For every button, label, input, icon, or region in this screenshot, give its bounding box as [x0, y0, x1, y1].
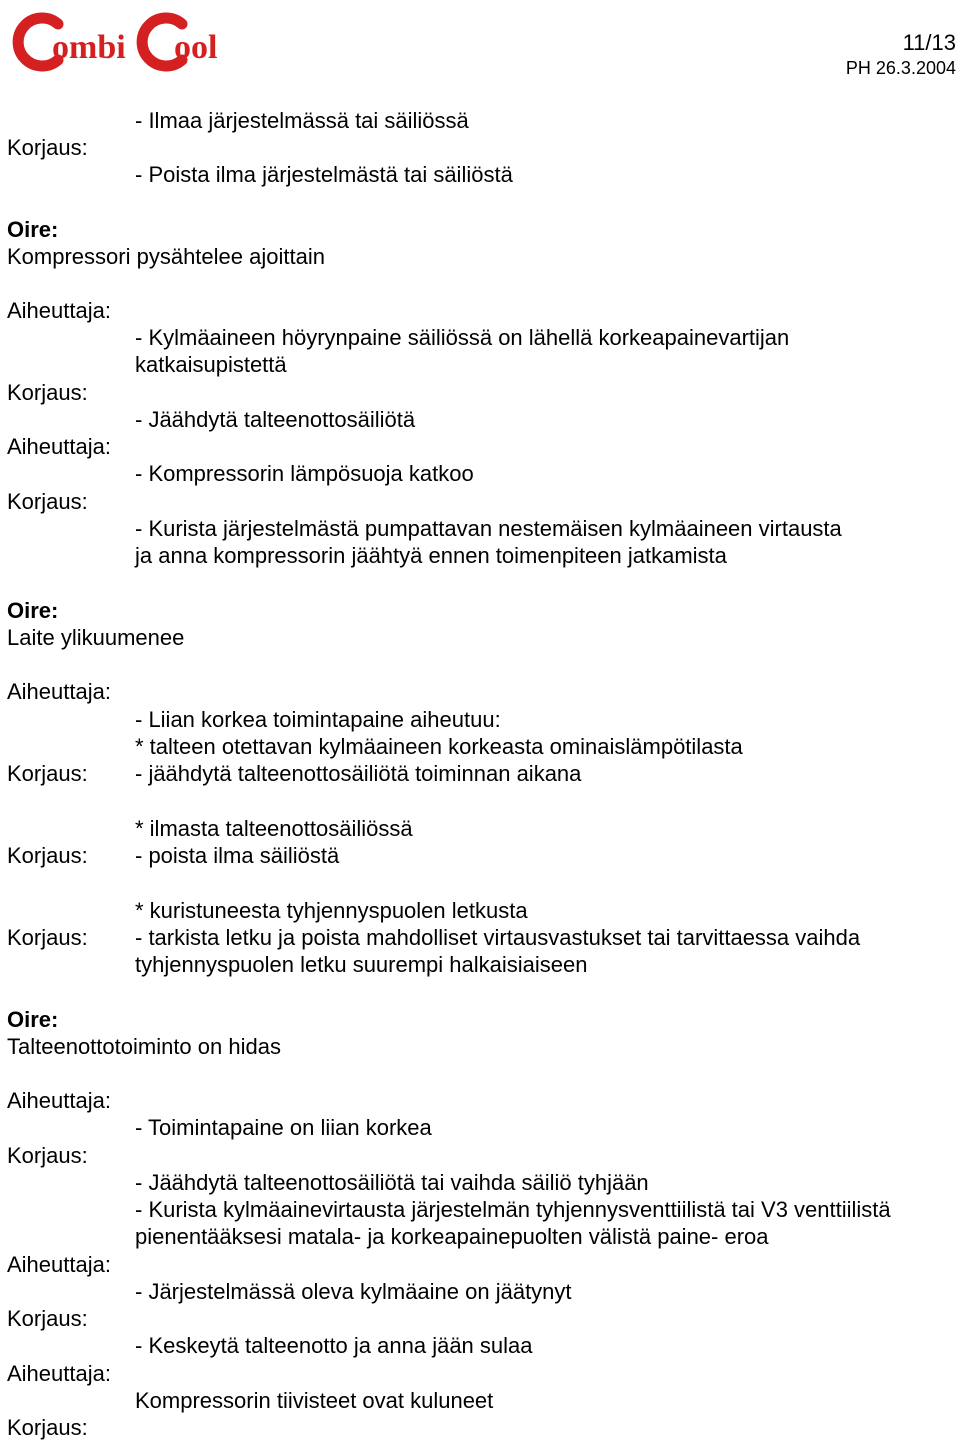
cause-label: Aiheuttaja: — [7, 434, 111, 459]
cause-text: - Kompressorin lämpösuoja katkoo — [135, 461, 474, 486]
fix-text: - Kurista kylmäainevirtausta järjestelmän tyhjennysventtiilistä tai V3 venttiilistä — [135, 1197, 891, 1222]
intro-fix: - Poista ilma järjestelmästä tai säiliöstä — [135, 162, 513, 187]
fix-text: - tarkista letku ja poista mahdolliset virtausvastukset tai tarvittaessa vaihda — [135, 925, 861, 950]
cause-label: Aiheuttaja: — [7, 679, 111, 704]
fix-label: Korjaus: — [7, 925, 88, 950]
cause-text: * ilmasta talteenottosäiliössä — [135, 816, 413, 841]
fault-title: Talteenottotoiminto on hidas — [7, 1034, 281, 1059]
fix-label: Korjaus: — [7, 489, 88, 514]
fix-label: Korjaus: — [7, 843, 88, 868]
fault-label: Oire: — [7, 217, 59, 242]
fix-text: - Jäähdytä talteenottosäiliötä — [135, 407, 416, 432]
fix-text: - Keskeytä talteenotto ja anna jään sulaa — [135, 1333, 533, 1358]
fault-title: Kompressori pysähtelee ajoittain — [7, 244, 325, 269]
cause-text: - Toimintapaine on liian korkea — [135, 1115, 432, 1140]
page-number: 11/13 — [902, 30, 956, 55]
cause-text: * talteen otettavan kylmäaineen korkeasta ominaislämpötilasta — [135, 734, 743, 759]
fix-text: pienentääksesi matala- ja korkeapainepuolten välistä paine- eroa — [135, 1224, 769, 1249]
fault-title: Laite ylikuumenee — [7, 625, 185, 650]
fix-label: Korjaus: — [7, 135, 88, 160]
fix-label: Korjaus: — [7, 761, 88, 786]
fix-text: - Kurista järjestelmästä pumpattavan nestemäisen kylmäaineen virtausta — [135, 516, 842, 541]
fix-text: ja anna kompressorin jäähtyä ennen toimenpiteen jatkamista — [135, 543, 727, 568]
cause-label: Aiheuttaja: — [7, 1361, 111, 1386]
fix-text: - jäähdytä talteenottosäiliötä toiminnan aikana — [135, 761, 582, 786]
cause-label: Aiheuttaja: — [7, 1088, 111, 1113]
fix-label: Korjaus: — [7, 1415, 88, 1440]
cause-text: Kompressorin tiivisteet ovat kuluneet — [135, 1388, 494, 1413]
cause-text: katkaisupistettä — [135, 352, 287, 377]
document-date: PH 26.3.2004 — [845, 58, 956, 78]
fix-text: - Jäähdytä talteenottosäiliötä tai vaihda säiliö tyhjään — [135, 1170, 649, 1195]
cause-label: Aiheuttaja: — [7, 1252, 111, 1277]
cause-text: - Kylmäaineen höyrynpaine säiliössä on lähellä korkeapainevartijan — [135, 325, 790, 350]
cause-text: - Järjestelmässä oleva kylmäaine on jäätynyt — [135, 1279, 572, 1304]
fix-text: tyhjennyspuolen letku suurempi halkaisiaiseen — [135, 952, 588, 977]
fix-label: Korjaus: — [7, 1143, 88, 1168]
svg-text:ombi: ombi — [52, 29, 126, 66]
combicool-logo — [6, 10, 221, 74]
fault-label: Oire: — [7, 598, 59, 623]
cause-label: Aiheuttaja: — [7, 298, 111, 323]
svg-text:ool: ool — [174, 29, 218, 66]
intro-cause: - Ilmaa järjestelmässä tai säiliössä — [135, 108, 469, 133]
fix-label: Korjaus: — [7, 380, 88, 405]
fault-label: Oire: — [7, 1007, 59, 1032]
fix-label: Korjaus: — [7, 1306, 88, 1331]
fix-text: - poista ilma säiliöstä — [135, 843, 340, 868]
cause-text: * kuristuneesta tyhjennyspuolen letkusta — [135, 898, 528, 923]
cause-text: - Liian korkea toimintapaine aiheutuu: — [135, 707, 501, 732]
